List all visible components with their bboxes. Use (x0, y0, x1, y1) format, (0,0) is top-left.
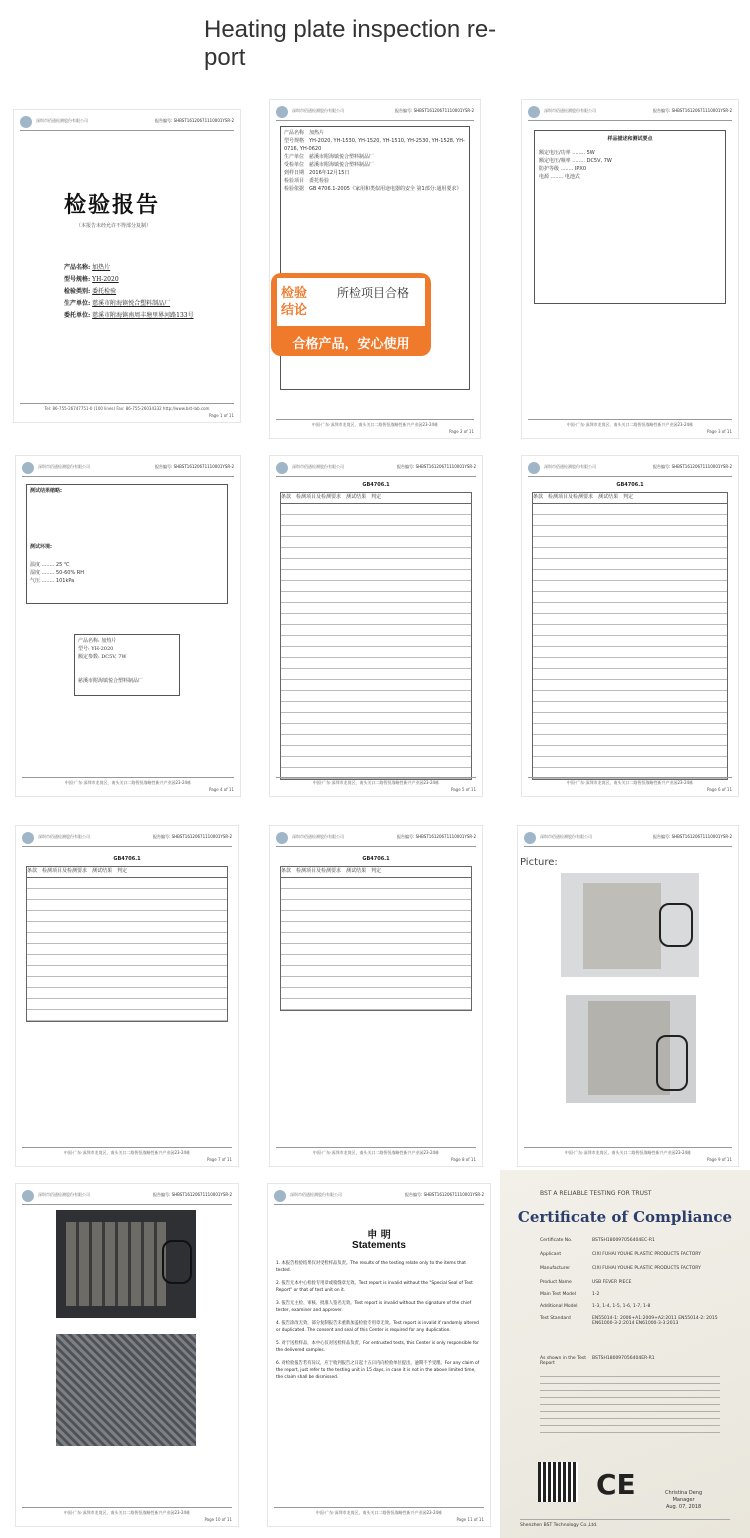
certificate-company: Shenzhen BST Technology Co.,Ltd. (520, 1519, 730, 1528)
bst-logo-icon (22, 1190, 34, 1202)
statement-item: 3. 报告无主检、审核、批准人签名无效。Test report is invalid without the signature of the chief tester, examiner and approver. (276, 1301, 472, 1313)
certificate-body-text (540, 1376, 720, 1436)
page-header: 深圳市佰通检测股份有限公司 报告编号: SHBST16120671110001YSR-2 (274, 1190, 484, 1205)
cert-field-value: 1-2 (592, 1292, 600, 1297)
page-header: 深圳市佰通检测股份有限公司 报告编号: SHBST16120671110001YSR-2 (524, 832, 732, 847)
standard-table: 条款 检测项目及检测要求 测试结果 判定 (280, 492, 472, 780)
page-header: 深圳市佰通检测股份有限公司 报告编号: SHBST16120671110001YSR-2 (528, 106, 732, 121)
page-footer: Tel: 86-755-26747751-0 (100 lines) Fax: 86-755-26034332 http://www.bst-lab.com Page 1 of 11 (20, 403, 234, 418)
page-footer: 中国·广东·深圳市龙岗区，南头关口二路智恒战略性新兴产业园23-24栋 Page 10 of 11 (22, 1507, 232, 1522)
test-summary-box: 测试结果缩略: 测试环境: 温度 ........ 25 ℃ 湿度 ........ 50-60% RH 气压 ........ 101kPa (26, 484, 228, 604)
report-page-7 (16, 826, 238, 1166)
cert-field-label: Manufacturer (540, 1266, 571, 1271)
report-page-1 (14, 110, 240, 422)
summary-row: 受检单位 慈溪市附海镇悦合塑料制品厂 (284, 162, 375, 168)
page-header: 深圳市佰通检测股份有限公司 报告编号: SHBST16120671110001YSR-2 (276, 462, 476, 477)
cert-field-label: Additional Model (540, 1304, 578, 1309)
page-title (204, 16, 534, 72)
qr-code-icon (538, 1462, 578, 1502)
bst-logo-icon (20, 116, 32, 128)
statement-item: 2. 报告无本中心检验专用章或骑缝章无效。Test report is invalid without the "Special Seal of Test Report" or that of test unit on it. (276, 1281, 473, 1293)
statement-item: 6. 对检验报告若有异议，应于收到报告之日起十五日内向检验单位提出，逾期不予受理。For any claim of the report, just refer to the testing unit in 15 days, in case it is not in the above limited time, the claim shall be dismissed. (276, 1361, 480, 1380)
page-header: 深圳市佰通检测股份有限公司 报告编号: SHBST16120671110001YSR-2 (22, 1190, 232, 1205)
page-footer: 中国·广东·深圳市龙岗区，南头关口二路智恒战略性新兴产业园23-24栋 Page 4 of 11 (22, 777, 234, 792)
certificate-brand: BST A RELIABLE TESTING FOR TRUST (540, 1190, 652, 1197)
cert-field-value: 1-3, 1-4, 1-5, 1-6, 1-7, 1-8 (592, 1304, 651, 1309)
cert-field-label: Certificate No. (540, 1238, 573, 1243)
cert-field-value: CIXI FUHAI YOUHE PLASTIC PRODUCTS FACTORY (592, 1252, 701, 1257)
page-footer: 中国·广东·深圳市龙岗区，南头关口二路智恒战略性新兴产业园23-24栋 Page 2 of 11 (276, 419, 474, 434)
page-footer: 中国·广东·深圳市龙岗区，南头关口二路智恒战略性新兴产业园23-24栋 Page 6 of 11 (528, 777, 732, 792)
cert-field-value: CIXI FUHAI YOUHE PLASTIC PRODUCTS FACTORY (592, 1266, 701, 1271)
report-page-11 (268, 1184, 490, 1526)
picture-label: Picture: (520, 857, 558, 868)
report-page-8 (270, 826, 482, 1166)
certificate-signature: Christina Deng Manager Aug. 07, 2018 (665, 1490, 703, 1510)
page-header (20, 116, 234, 131)
internal-photo-circuit (56, 1210, 196, 1318)
cert-field-label: Product Name (540, 1280, 572, 1285)
certificate-title: Certificate of Compliance (517, 1208, 733, 1226)
certificate-of-compliance (500, 1170, 750, 1538)
conclusion-result: 所检项目合格 (337, 286, 410, 300)
cover-field-type: 检验类别: 委托检验 (64, 288, 117, 295)
conclusion-badge (271, 273, 431, 356)
internal-photo-heating-layer (56, 1334, 196, 1446)
cert-field-value: BSTSH180097056404EC-R1 (592, 1238, 655, 1243)
sample-row: 电源 ........ 电池式 (539, 174, 580, 180)
statement-item: 5. 对于送检样品，本中心仅对送检样品负责。For entrusted tests, this Center is only responsible for the delivered samples. (276, 1341, 479, 1353)
page-footer: 中国·广东·深圳市龙岗区，南头关口二路智恒战略性新兴产业园23-24栋 Page 9 of 11 (524, 1147, 732, 1162)
cover-title: 检验报告 (64, 192, 161, 218)
header-org: 深圳市佰通检测股份有限公司 (36, 118, 88, 123)
page-footer: 中国·广东·深圳市龙岗区，南头关口二路智恒战略性新兴产业园23-24栋 Page 5 of 11 (276, 777, 476, 792)
summary-row: 检验依据 GB 4706.1-2005《家用和类似用途电器的安全 第1部分:通用要求》 (284, 186, 462, 192)
sample-photo-back (566, 995, 696, 1103)
statement-item: 4. 报告涂改无效，部分复制报告未重新加盖检验专用章无效。Test report is invalid if randomly altered or duplicated. The consent and seal of this Center is required for any duplication. (276, 1321, 479, 1333)
bst-logo-icon (22, 462, 34, 474)
summary-row: 产品名称 加热片 (284, 130, 325, 136)
rating-label: 产品名称: 加热片 型号: YH-2020 额定参数: DC5V, 7W 慈溪市附海镇悦合塑料制品厂 (74, 634, 180, 696)
bst-logo-icon (22, 832, 34, 844)
table-title: GB4706.1 (616, 482, 644, 488)
page-header: 深圳市佰通检测股份有限公司 报告编号: SHBST16120671110001YSR-2 (276, 832, 476, 847)
ce-mark-icon: CE (596, 1468, 636, 1501)
report-page-3 (522, 100, 738, 438)
env-row: 温度 ........ 25 ℃ (30, 562, 70, 568)
sample-row: 额定电压/功率 ........ 5W (539, 150, 595, 156)
cert-field-value: USB FEVER PIECE (592, 1280, 632, 1285)
cover-fields (64, 262, 194, 322)
page-footer: 中国·广东·深圳市龙岗区，南头关口二路智恒战略性新兴产业园23-24栋 Page 8 of 11 (276, 1147, 476, 1162)
page-header: 深圳市佰通检测股份有限公司 报告编号: SHBST16120671110001YSR-2 (22, 832, 232, 847)
sample-photo-front (561, 873, 699, 977)
bst-logo-icon (524, 832, 536, 844)
report-page-4 (16, 456, 240, 796)
bst-logo-icon (528, 462, 540, 474)
statement-list (276, 1260, 482, 1387)
cert-field-label: Applicant (540, 1252, 562, 1257)
cover-note: （本报告未经允许不得部分复制） (76, 223, 152, 229)
cover-field-maker: 生产单位: 慈溪市附海镇悦合塑料制品厂 (64, 300, 171, 307)
cert-field-label: Main Test Model (540, 1292, 576, 1297)
table-title: GB4706.1 (362, 856, 390, 862)
page-footer: 中国·广东·深圳市龙岗区，南头关口二路智恒战略性新兴产业园23-24栋 Page 7 of 11 (22, 1147, 232, 1162)
report-page-6 (522, 456, 738, 796)
sample-row: 防护等级 ........ IPX0 (539, 166, 587, 172)
title-line-1: Heating plate inspection re- (204, 16, 497, 43)
bst-logo-icon (276, 462, 288, 474)
table-title: GB4706.1 (113, 856, 141, 862)
env-row: 湿度 ........ 50-60% RH (30, 570, 85, 576)
page-header: 深圳市佰通检测股份有限公司 报告编号: SHBST16120671110001YSR-2 (22, 462, 234, 477)
cert-field-label: As shown in the Test Report (540, 1356, 586, 1366)
standard-table: 条款 检测项目及检测要求 测试结果 判定 (532, 492, 728, 780)
statement-title-cn: 申 明 (367, 1230, 391, 1241)
cert-field-value: BSTSH180097056404ER-R1 (592, 1356, 655, 1361)
report-page-5 (270, 456, 482, 796)
header-code: 报告编号: SHBST16120671110001YSR-2 (154, 118, 234, 123)
standard-table: 条款 检测项目及检测要求 测试结果 判定 (280, 866, 472, 1011)
cover-field-client: 委托单位: 慈溪市附海镇南周丰塘里界河路133号 (64, 312, 194, 319)
standard-table: 条款 检测项目及检测要求 测试结果 判定 (26, 866, 228, 1022)
bst-logo-icon (276, 106, 288, 118)
cert-field-label: Test Standard (540, 1316, 571, 1321)
summary-row: 到样日期 2016年12月15日 (284, 170, 350, 176)
bst-logo-icon (528, 106, 540, 118)
conclusion-label: 检验结论 (281, 286, 308, 318)
cover-field-model: 型号规格: YH-2020 (64, 276, 119, 283)
statement-item: 1. 本报告检验结果仅对受检样品负责。The results of the testing relate only to the items that tested. (276, 1261, 466, 1273)
cover-field-product: 产品名称: 加热片 (64, 264, 111, 271)
bst-logo-icon (276, 832, 288, 844)
report-page-2 (270, 100, 480, 438)
table-title: GB4706.1 (362, 482, 390, 488)
env-row: 气压 ........ 101kPa (30, 578, 75, 584)
statement-title-en: Statements (352, 1240, 406, 1251)
sample-description: 样品描述和测试要点 额定电压/功率 ........ 5W 额定电压/频率 ........ DC5V, 7W 防护等级 ........ IPX0 电源 ........ 电池式 (534, 130, 726, 304)
title-line-2: port (204, 44, 246, 71)
page-footer: 中国·广东·深圳市龙岗区，南头关口二路智恒战略性新兴产业园23-24栋 Page 11 of 11 (274, 1507, 484, 1522)
page-header: 深圳市佰通检测股份有限公司 报告编号: SHBST16120671110001YSR-2 (276, 106, 474, 121)
page-header: 深圳市佰通检测股份有限公司 报告编号: SHBST16120671110001YSR-2 (528, 462, 732, 477)
bst-logo-icon (274, 1190, 286, 1202)
summary-row: 检验项目 委托检验 (284, 178, 330, 184)
sample-row: 额定电压/频率 ........ DC5V, 7W (539, 158, 612, 164)
conclusion-box (277, 278, 425, 326)
summary-row: 生产单位 慈溪市附海镇悦合塑料制品厂 (284, 154, 375, 160)
page-footer: 中国·广东·深圳市龙岗区，南头关口二路智恒战略性新兴产业园23-24栋 Page 3 of 11 (528, 419, 732, 434)
summary-row: 型号规格 YH-2020, YH-1530, YH-1520, YH-1510, YH-2530, YH-1528, YH-0716, YH-0620 (284, 138, 465, 152)
cert-field-value: EN55014-1: 2006+A1:2009+A2:2011 EN55014-2: 2015 EN61000-3-2:2014 EN61000-3-3:2013 (592, 1316, 718, 1326)
quality-slogan: 合格产品，安心使用 (292, 337, 410, 352)
